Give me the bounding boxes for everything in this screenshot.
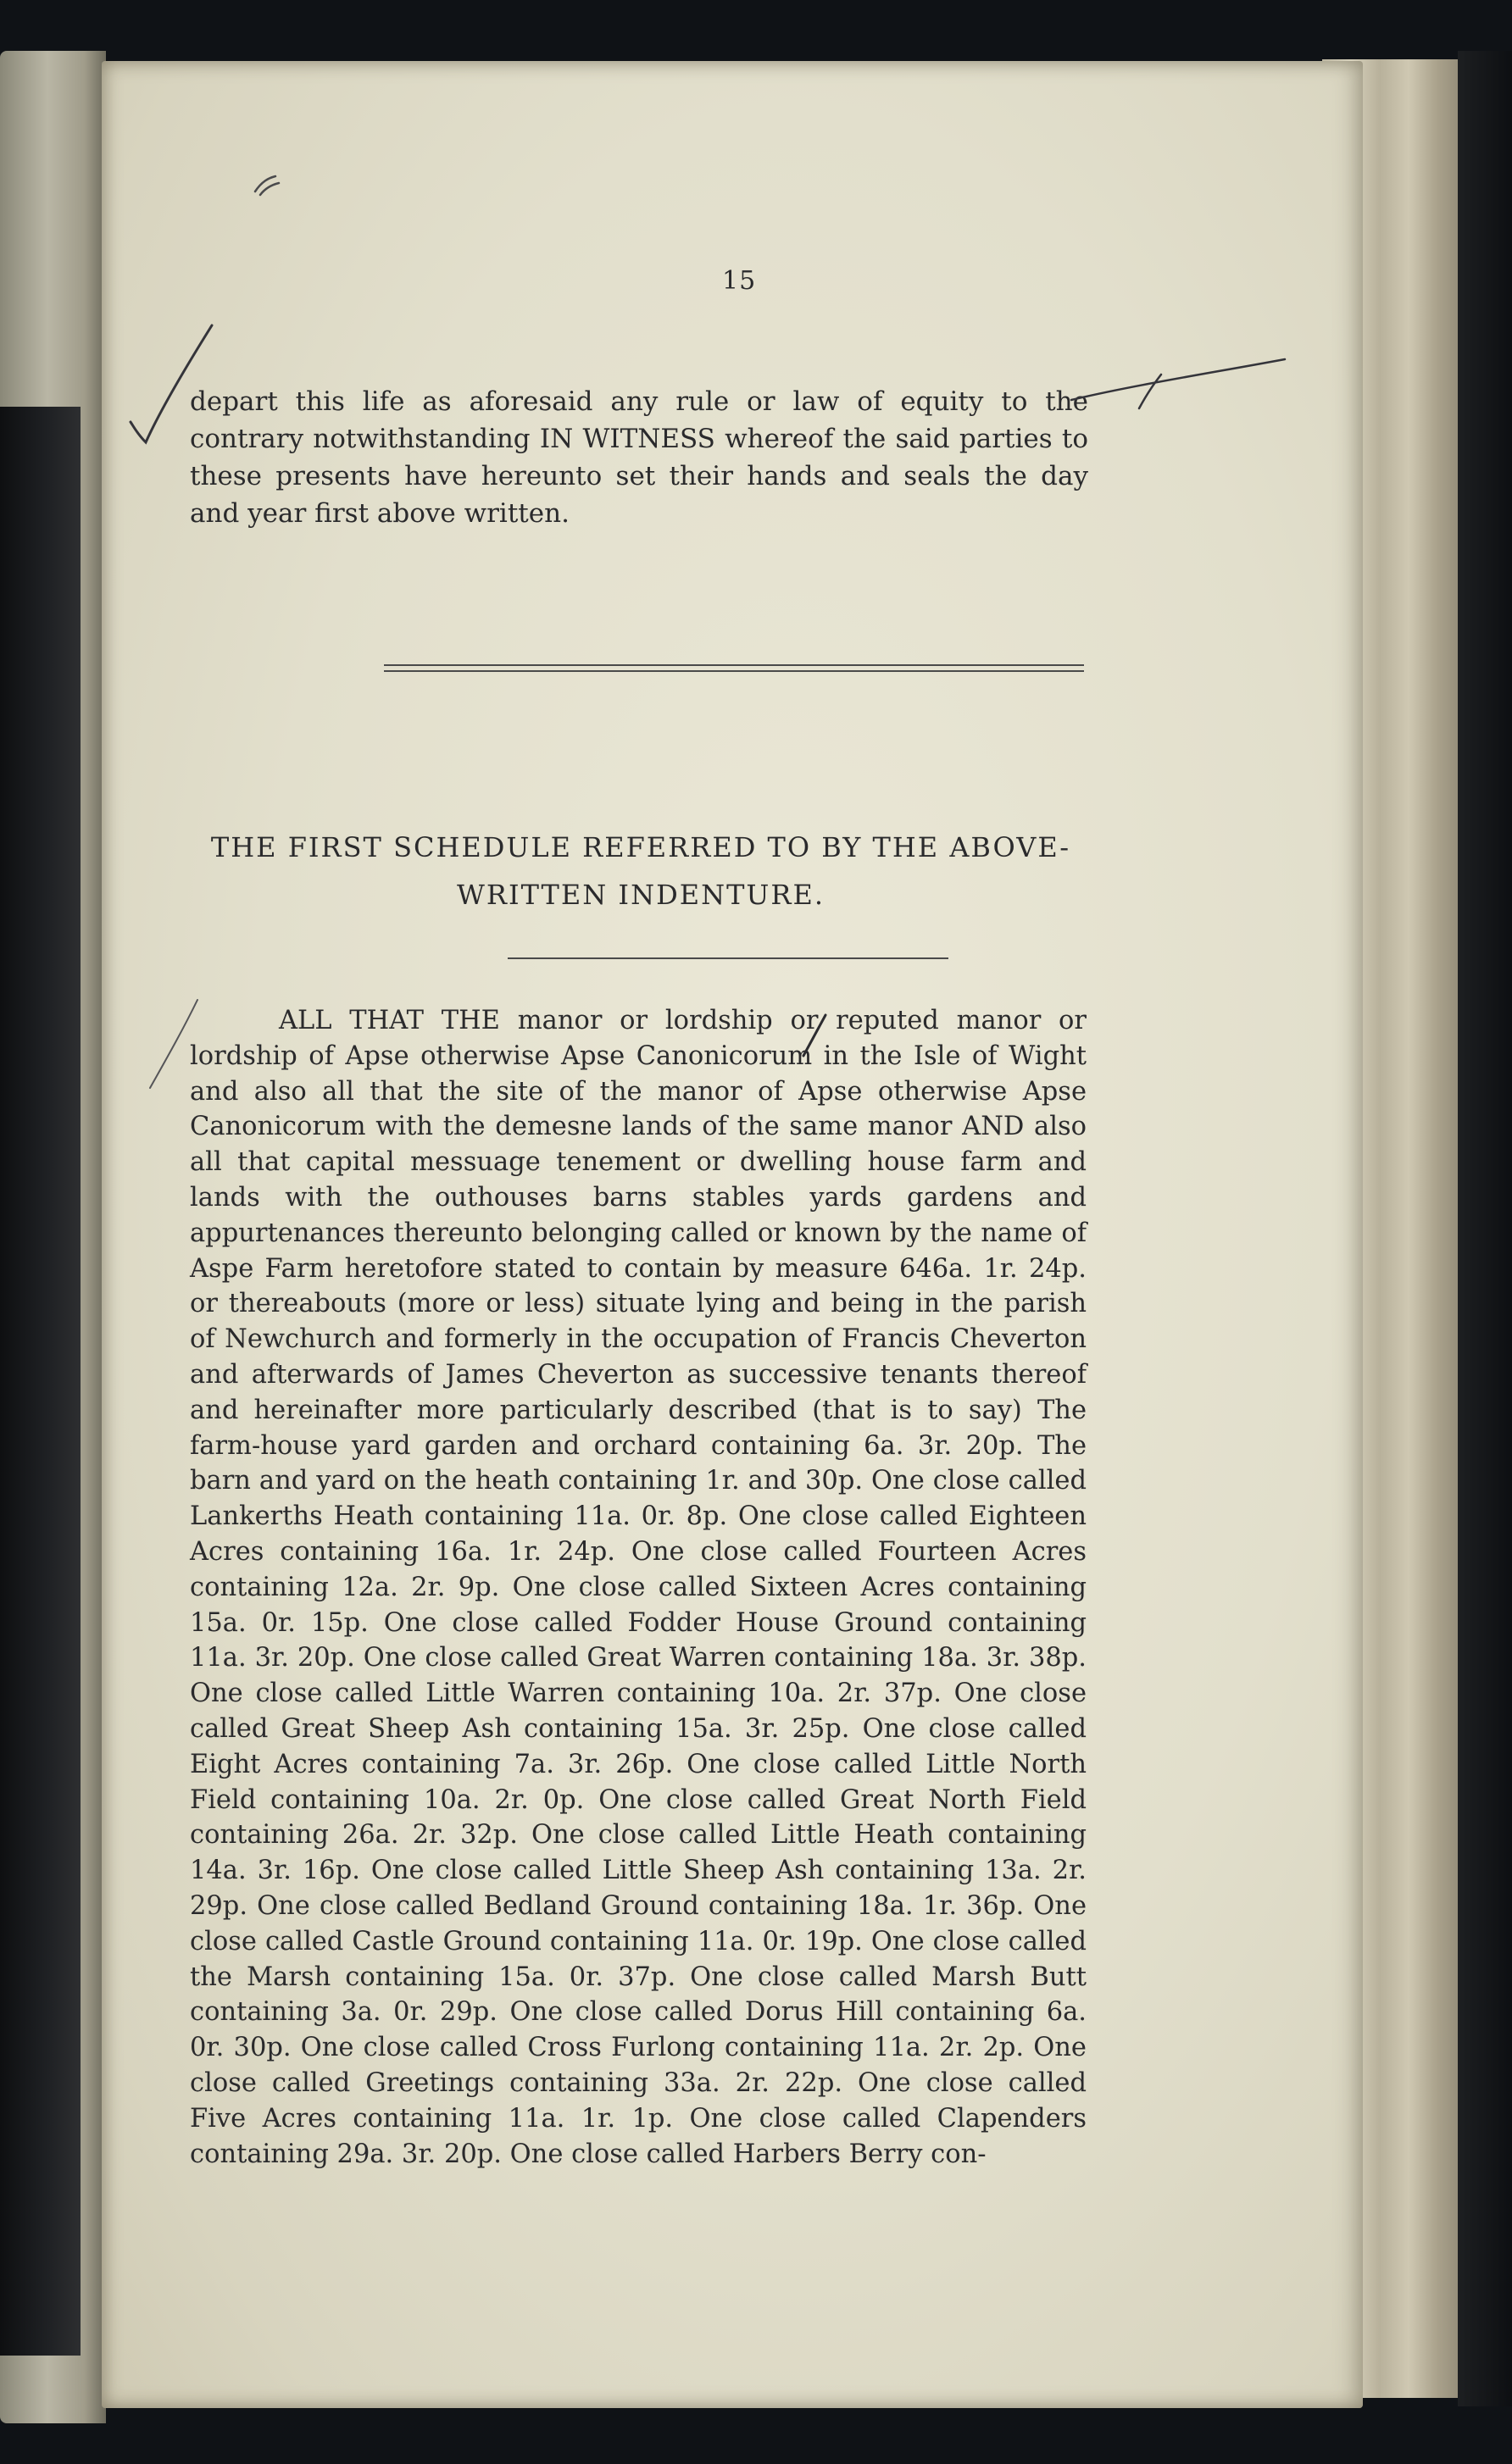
schedule-paragraph: ALL THAT THE manor or lordship or reputed manor or lordship of Apse otherwise Apse Canonicorum in the Isle of Wight and also all that the site of the manor of Apse otherwise Apse Canonicorum with the demesne lands of the same manor AND also all that capital messuage tenement or dwelling house farm and lands with the outhouses barns stables yards gardens and appurtenances thereunto belonging called or known by the name of Aspe Farm heretofore stated to contain by measure 646a. 1r. 24p. or thereabouts (more or less) situate lying and being in the parish of Newchurch and formerly in the occupation of Francis Cheverton and afterwards of James Cheverton as successive tenants thereof and hereinafter more particularly described (that is to say) The farm-house yard garden and orchard containing 6a. 3r. 20p. The barn and yard on the heath containing 1r. and 30p. One close called Lankerths Heath containing 11a. 0r. 8p. One close called Eighteen Acres containing 16a. 1r. 24p. One close called Fourteen Acres containing 12a. 2r. 9p. One close called Sixteen Acres containing 15a. 0r. 15p. One close called Fodder House Ground containing 11a. 3r. 20p. One close called Great Warren containing 18a. 3r. 38p. One close called Little Warren containing 10a. 2r. 37p. One close called Great Sheep Ash containing 15a. 3r. 25p. One close called Eight Acres containing 7a. 3r. 26p. One close called Little North Field containing 10a. 2r. 0p. One close called Great North Field containing 26a. 2r. 32p. One close called Little Heath containing 14a. 3r. 16p. One close called Little Sheep Ash containing 13a. 2r. 29p. One close called Bedland Ground containing 18a. 1r. 36p. One close called Castle Ground containing 11a. 0r. 19p. One close called the Marsh containing 15a. 0r. 37p. One close called Marsh Butt containing 3a. 0r. 29p. One close called Dorus Hill containing 6a. 0r. 30p. One close called Cross Furlong containing 11a. 2r. 2p. One close called Greetings containing 33a. 2r. 22p. One close called Five Acres containing 11a. 1r. 1p. One close called Clapenders containing 29a. 3r. 20p. One close called Harbers Berry con-: [190, 1006, 1087, 2169]
title-underline: [508, 957, 948, 959]
book-spine-shadow: [0, 407, 81, 2356]
book-cover-right: [1458, 51, 1512, 2406]
pencil-tick-mark-middle: [131, 993, 208, 1095]
pencil-correction-slash: [797, 1010, 831, 1061]
page-number: 15: [722, 266, 757, 296]
book-cover-left: [0, 51, 106, 2423]
opening-paragraph: depart this life as aforesaid any rule or law of equity to the contrary notwithstanding IN WITNESS whereof the said parties to these presents have hereunto set their hands and seals the day and year first above written.: [190, 386, 1088, 529]
pencil-strike-mark: [1068, 341, 1288, 425]
section-divider-double: [384, 664, 1084, 672]
document-page: [102, 61, 1363, 2408]
pencil-tick-mark-top: [127, 315, 220, 451]
small-stain-mark: [250, 169, 284, 203]
schedule-title: THE FIRST SCHEDULE REFERRED TO BY THE ABOVE-WRITTEN INDENTURE.: [210, 831, 1071, 911]
